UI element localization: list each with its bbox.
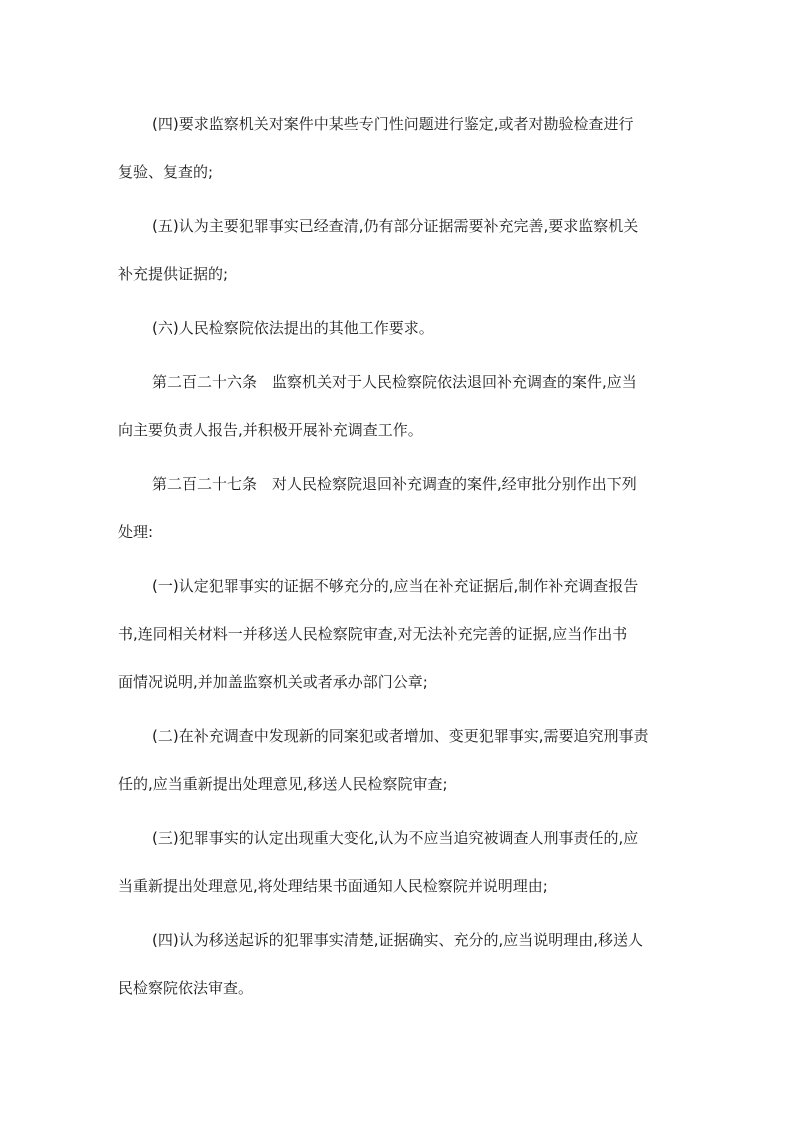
text-line: (四)要求监察机关对案件中某些专门性问题进行鉴定,或者对勘验检查进行 [152,115,634,133]
paragraph [118,100,680,196]
text-line: 向主要负责人报告,并积极开展补充调查工作。 [118,421,423,439]
document-body [118,100,680,1018]
text-line: 复验、复查的; [118,163,214,181]
paragraph [118,562,680,706]
paragraph [118,712,680,808]
text-line: 第二百二十七条 对人民检察院退回补充调查的案件,经审批分别作出下列 [152,475,637,493]
text-line: 当重新提出处理意见,将处理结果书面通知人民检察院并说明理由; [118,877,548,895]
paragraph [118,304,680,352]
text-line: (五)认为主要犯罪事实已经查清,仍有部分证据需要补充完善,要求监察机关 [152,217,639,235]
text-line: (四)认为移送起诉的犯罪事实清楚,证据确实、充分的,应当说明理由,移送人 [152,931,644,949]
paragraph [118,916,680,1012]
text-line: (二)在补充调查中发现新的同案犯或者增加、变更犯罪事实,需要追究刑事责 [152,727,649,745]
text-line: 民检察院依法审查。 [118,979,254,997]
text-line: (六)人民检察院依法提出的其他工作要求。 [152,319,434,337]
paragraph [118,460,680,556]
text-line: 面情况说明,并加盖监察机关或者承办部门公章; [118,673,428,691]
paragraph [118,814,680,910]
text-line: 第二百二十六条 监察机关对于人民检察院依法退回补充调查的案件,应当 [152,373,637,391]
text-line: 任的,应当重新提出处理意见,移送人民检察院审查; [118,775,448,793]
text-line: 书,连同相关材料一并移送人民检察院审查,对无法补充完善的证据,应当作出书 [118,625,628,643]
text-line: (三)犯罪事实的认定出现重大变化,认为不应当追究被调查人刑事责任的,应 [152,829,639,847]
paragraph [118,202,680,298]
text-line: 补充提供证据的; [118,265,229,283]
text-line: (一)认定犯罪事实的证据不够充分的,应当在补充证据后,制作补充调查报告 [152,577,639,595]
paragraph [118,358,680,454]
text-line: 处理: [118,523,154,541]
